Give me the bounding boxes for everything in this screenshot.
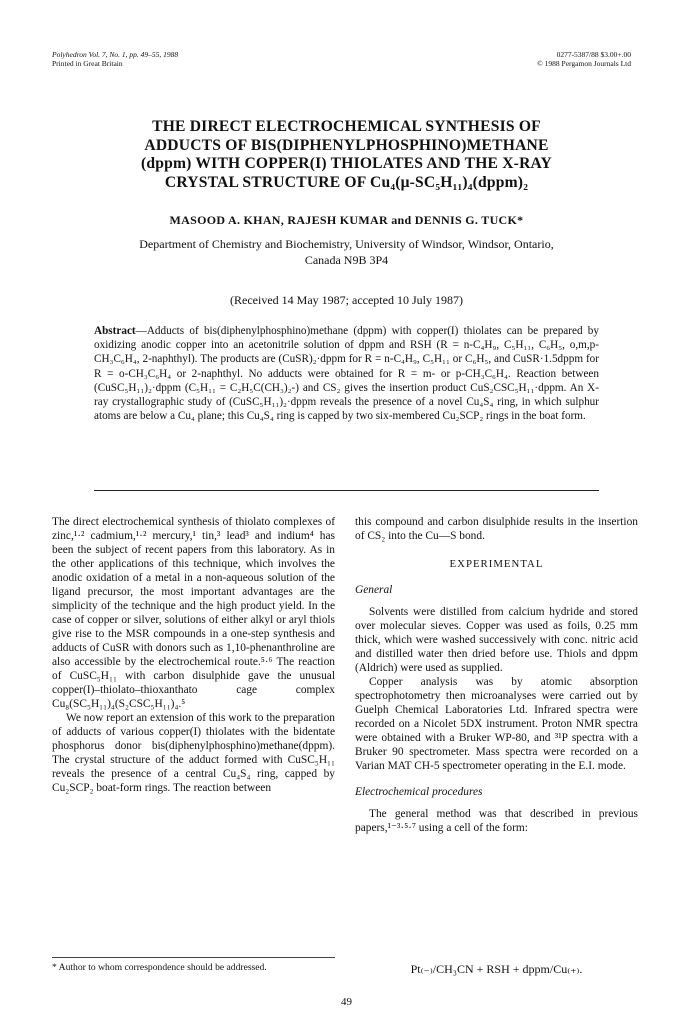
abstract bbox=[94, 324, 599, 423]
abstract-label: Abstract bbox=[94, 325, 136, 337]
footnote-divider bbox=[52, 957, 335, 958]
right-column bbox=[355, 515, 638, 835]
title-line: CRYSTAL STRUCTURE OF Cu₄(μ-SC₅H₁₁)₄(dppm)₂ bbox=[164, 173, 529, 191]
section-heading-experimental: EXPERIMENTAL bbox=[449, 558, 544, 570]
printed-in: Printed in Great Britain bbox=[52, 59, 123, 68]
issn-price: 0277-5387/88 $3.00+.00 bbox=[556, 50, 631, 59]
title-line: THE DIRECT ELECTROCHEMICAL SYNTHESIS OF bbox=[152, 118, 541, 135]
subsection-heading-electrochemical: Electrochemical procedures bbox=[355, 786, 483, 798]
title-line: ADDUCTS OF BIS(DIPHENYLPHOSPHINO)METHANE bbox=[144, 136, 549, 154]
copyright: © 1988 Pergamon Journals Ltd bbox=[537, 59, 631, 68]
abstract-divider bbox=[94, 490, 599, 491]
intro-paragraph: The direct electrochemical synthesis of thiolato complexes of zinc,¹·² cadmium,¹·² mercury,¹ tin,³ lead³ and indium⁴ has been the subject of recent papers from this laboratory. As in the other applications of this technique, which involves the anodic oxidation of a metal in a non-aqueous solution of the ligand precursor, the most important advantages are the simplicity of the technique and the high product yield. In the case of copper or silver, solutions of either alkyl or aryl thiols give rise to the MSR compounds in a one-step synthesis and adducts of CuSR with donors such as 1,10-phenanthroline are also accessible by the electrochemical route.⁵·⁶ The reaction of CuSC₅H₁₁ with carbon disulphide gave the unusual copper(I)–thiolato–thioxanthato cage complex Cu₈(SC₅H₁₁)₄(S₂CSC₅H₁₁)₄.⁵ bbox=[52, 516, 335, 710]
left-column bbox=[52, 515, 335, 795]
abstract-text: —Adducts of bis(diphenylphosphino)methane (dppm) with copper(I) thiolates can be prepared by oxidizing anodic copper into an acetonitrile solution of dppm and RSH (R = n-C₄H₉, C₅H₁₁, C₆H₅, o,m,p-CH₃C₆H₄, 2-naphthyl). The products are (CuSR)₂·dppm for R = n-C₄H₉, C₅H₁₁ or C₆H₅, and CuSR·1.5dppm for R = o-CH₃C₆H₄ or 2-naphthyl. No adducts were obtained for R = m- or p-CH₃C₆H₄. Reaction between (CuSC₅H₁₁)₂·dppm (C₅H₁₁ = C₂H₅C(CH₃)₂-) and CS₂ gives the insertion product CuS₂CSC₅H₁₁·dppm. An X-ray crystallographic study of (CuSC₅H₁₁)₂·dppm reveals the presence of a novel Cu₄S₄ ring, in which sulphur atoms are below a Cu₄ plane; this Cu₄S₄ ring is capped by two six-membered Cu₂SCP₂ rings in the boat form. bbox=[94, 325, 599, 423]
journal-header-right bbox=[537, 50, 631, 68]
journal-citation: Polyhedron Vol. 7, No. 1, pp. 49–55, 1988 bbox=[52, 50, 179, 59]
affiliation-line: Department of Chemistry and Biochemistry, University of Windsor, Windsor, Ontario, bbox=[139, 237, 554, 251]
affiliation bbox=[52, 236, 641, 268]
subsection-heading-general: General bbox=[355, 584, 393, 596]
correspondence-footnote: * Author to whom correspondence should be addressed. bbox=[52, 962, 267, 973]
intro-continuation: this compound and carbon disulphide results in the insertion of CS₂ into the Cu—S bond. bbox=[355, 516, 638, 542]
electrochemical-paragraph: The general method was that described in previous papers,¹⁻³·⁵·⁷ using a cell of the form: bbox=[355, 808, 638, 834]
affiliation-line: Canada N9B 3P4 bbox=[304, 253, 389, 267]
intro-paragraph: We now report an extension of this work to the preparation of adducts of various copper(I) thiolates with the bidentate phosphorus donor bis(diphenylphosphino)methane(dppm). The crystal structure of the adduct formed with CuSC₅H₁₁ reveals the presence of a central Cu₄S₄ ring, capped by Cu₂SCP₂ boat-form rings. The reaction between bbox=[52, 712, 335, 794]
cell-equation: Pt₍₋₎/CH₃CN + RSH + dppm/Cu₍₊₎. bbox=[410, 962, 583, 976]
general-paragraph: Solvents were distilled from calcium hydride and stored over molecular sieves. Copper was used as foils, 0.25 mm thick, which were washed successively with conc. nitric acid and distilled water then dried before use. Thiols and dppm (Aldrich) were used as supplied. bbox=[355, 606, 638, 674]
received-dates: (Received 14 May 1987; accepted 10 July 1987) bbox=[230, 293, 463, 307]
page-number: 49 bbox=[341, 996, 352, 1008]
journal-header-left bbox=[52, 50, 178, 68]
title-line: (dppm) WITH COPPER(I) THIOLATES AND THE X-RAY bbox=[140, 155, 553, 172]
author-list: MASOOD A. KHAN, RAJESH KUMAR and DENNIS G. TUCK* bbox=[169, 213, 524, 227]
article-title bbox=[60, 118, 633, 192]
general-paragraph: Copper analysis was by atomic absorption spectrophotometry then microanalyses were carried out by Guelph Chemical Laboratories Ltd. Infrared spectra were recorded on a Nicolet 5DX instrument. Proton NMR spectra were obtained with a Bruker WP-80, and ³¹P spectra with a Bruker 90 spectrometer. Mass spectra were recorded on a Varian MAT CH-5 spectrometer operating in the E.I. mode. bbox=[355, 676, 638, 772]
